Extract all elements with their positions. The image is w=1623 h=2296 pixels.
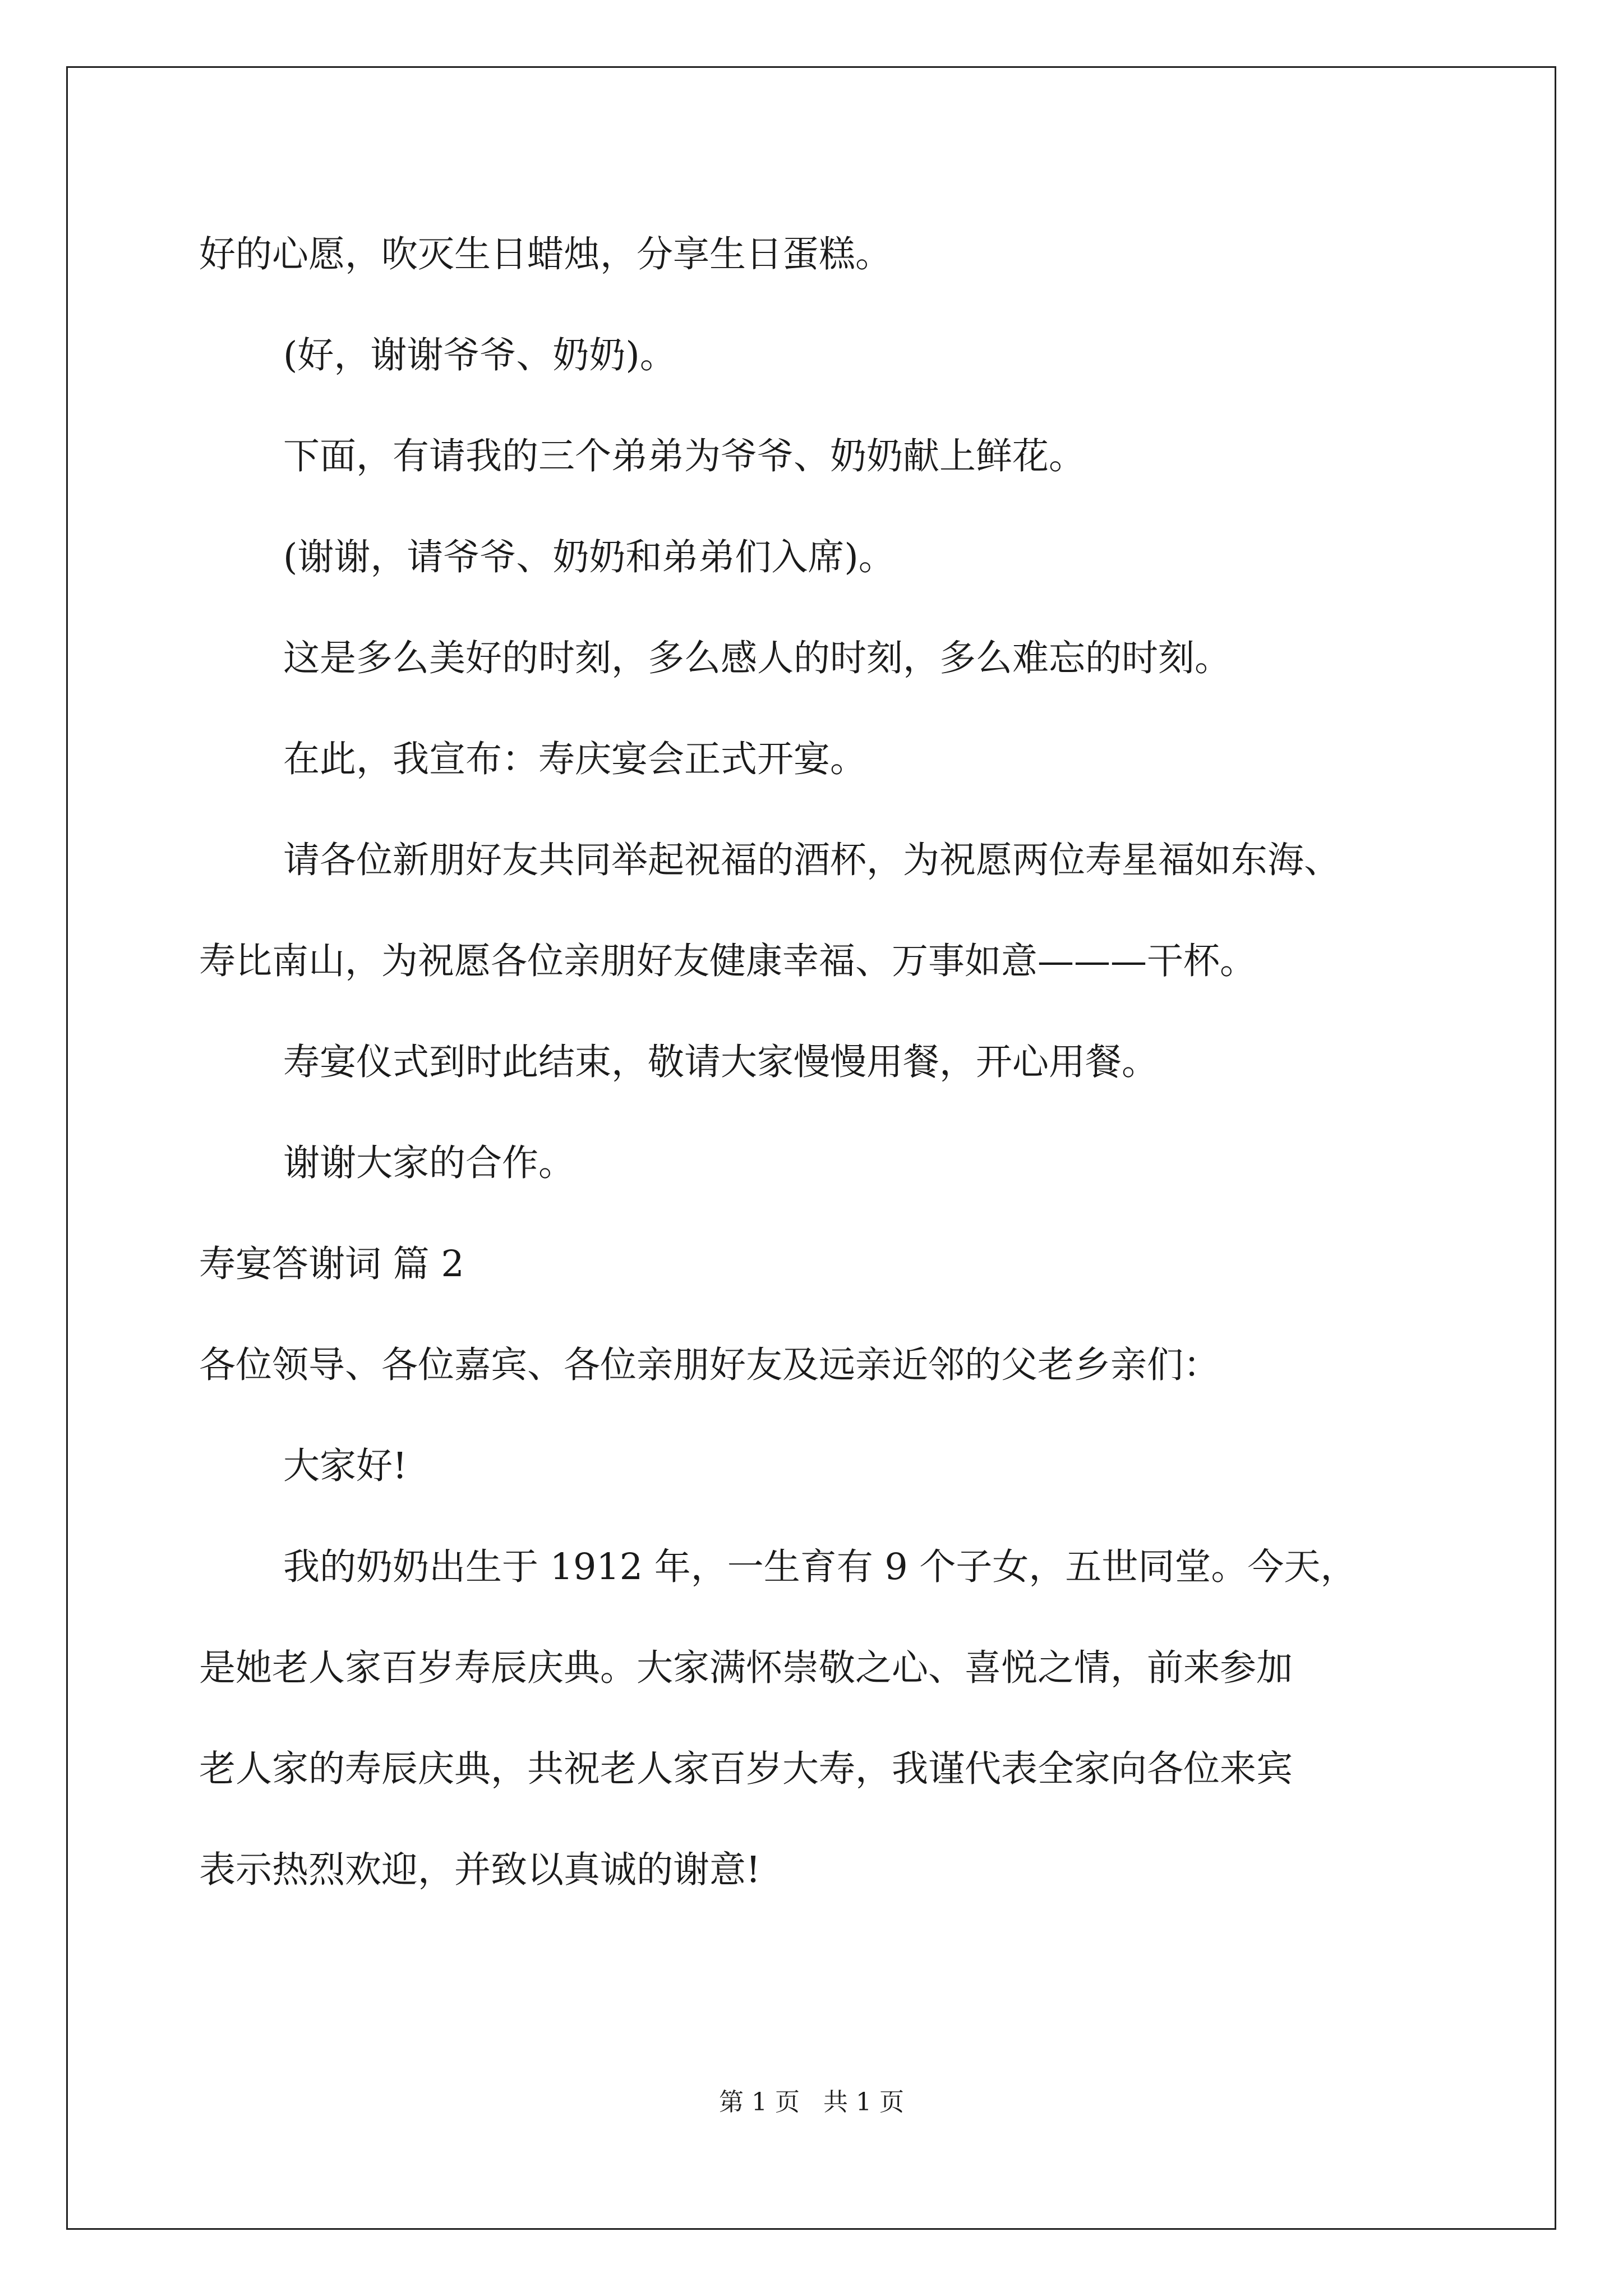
paragraph-line-9: 寿宴仪式到时此结束，敬请大家慢慢用餐，开心用餐。	[283, 1041, 1159, 1083]
paragraph-line-2: (好，谢谢爷爷、奶奶)。	[283, 334, 676, 376]
paragraph-line-1: 好的心愿，吹灭生日蜡烛，分享生日蛋糕。	[199, 233, 892, 275]
salutation-line: 各位领导、各位嘉宾、各位亲朋好友及远亲近邻的父老乡亲们：	[199, 1344, 1220, 1386]
paragraph-line-16: 老人家的寿辰庆典，共祝老人家百岁大寿，我谨代表全家向各位来宾	[199, 1748, 1293, 1790]
paragraph-line-4: (谢谢，请爷爷、奶奶和弟弟们入席)。	[283, 536, 895, 578]
section-heading: 寿宴答谢词 篇 2	[199, 1243, 464, 1285]
page-footer: 第 1 页 共 1 页	[719, 2088, 904, 2116]
paragraph-line-6: 在此，我宣布：寿庆宴会正式开宴。	[283, 738, 867, 780]
paragraph-line-3: 下面，有请我的三个弟弟为爷爷、奶奶献上鲜花。	[283, 435, 1086, 477]
paragraph-line-7: 请各位新朋好友共同举起祝福的酒杯，为祝愿两位寿星福如东海、	[283, 839, 1341, 881]
paragraph-line-14: 我的奶奶出生于 1912 年，一生育有 9 个子女，五世同堂。今天，	[283, 1546, 1357, 1588]
paragraph-line-5: 这是多么美好的时刻，多么感人的时刻，多么难忘的时刻。	[283, 637, 1232, 679]
paragraph-line-17: 表示热烈欢迎，并致以真诚的谢意!	[199, 1849, 761, 1891]
paragraph-line-8: 寿比南山，为祝愿各位亲朋好友健康幸福、万事如意———干杯。	[199, 940, 1257, 982]
paragraph-line-15: 是她老人家百岁寿辰庆典。大家满怀崇敬之心、喜悦之情，前来参加	[199, 1647, 1293, 1689]
paragraph-line-10: 谢谢大家的合作。	[283, 1142, 575, 1184]
greeting-line: 大家好!	[283, 1445, 408, 1487]
